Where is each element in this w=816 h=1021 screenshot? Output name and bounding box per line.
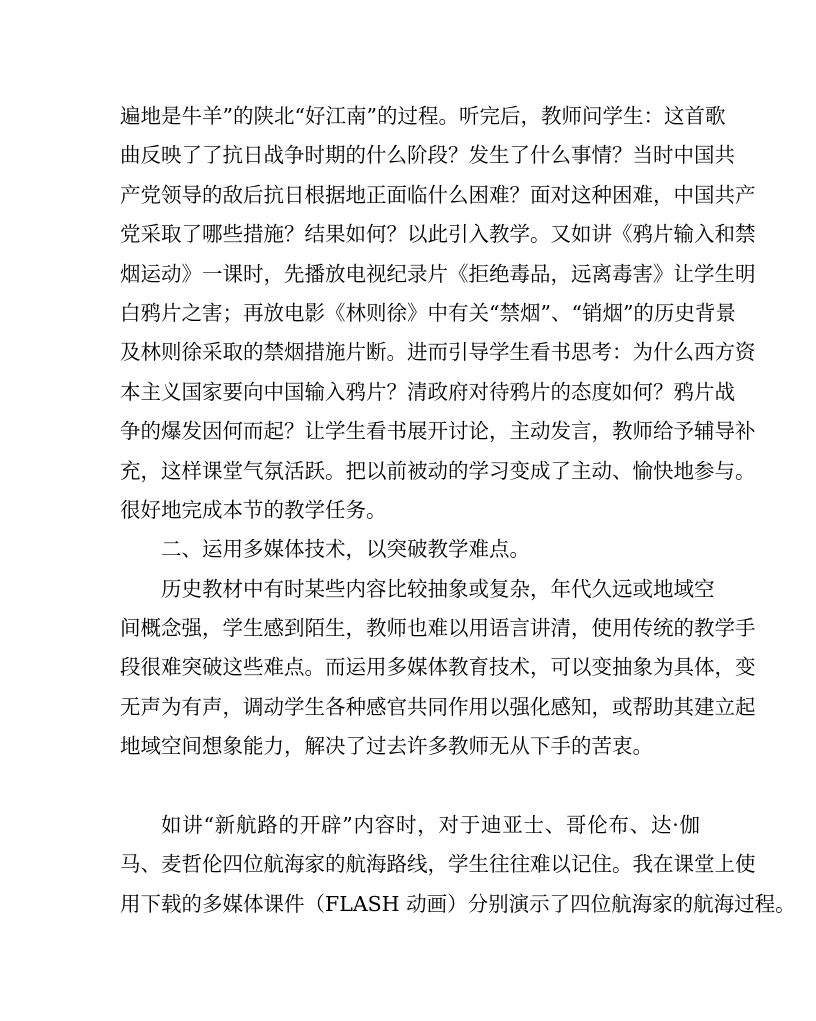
text-line: 党采取了哪些措施？结果如何？以此引入教学。又如讲《鸦片输入和禁 <box>120 222 756 247</box>
text-line: 二、运用多媒体技术，以突破教学难点。 <box>161 537 530 562</box>
text-line: 如讲“新航路的开辟”内容时，对于迪亚士、哥伦布、达·伽 <box>161 813 700 838</box>
text-line: 本主义国家要向中国输入鸦片？清政府对待鸦片的态度如何？鸦片战 <box>120 379 735 404</box>
text-line: 用下载的多媒体课件（FLASH 动画）分别演示了四位航海家的航海过程。 <box>120 891 796 916</box>
text-line: 历史教材中有时某些内容比较抽象或复杂，年代久远或地域空 <box>161 576 715 601</box>
text-line: 曲反映了了抗日战争时期的什么阶段？发生了什么事情？当时中国共 <box>120 143 735 168</box>
text-line: 充，这样课堂气氛活跃。把以前被动的学习变成了主动、愉快地参与。 <box>120 458 756 483</box>
text-line: 地域空间想象能力，解决了过去许多教师无从下手的苦衷。 <box>120 734 653 759</box>
text-line: 段很难突破这些难点。而运用多媒体教育技术，可以变抽象为具体，变 <box>120 655 756 680</box>
text-line: 无声为有声，调动学生各种感官共同作用以强化感知，或帮助其建立起 <box>120 694 756 719</box>
text-line: 遍地是牛羊”的陕北“好江南”的过程。听完后，教师问学生：这首歌 <box>120 104 726 128</box>
body-text <box>120 97 796 924</box>
text-line: 争的爆发因何而起？让学生看书展开讨论，主动发言，教师给予辅导补 <box>120 419 756 444</box>
text-line: 产党领导的敌后抗日根据地正面临什么困难？面对这种困难，中国共产 <box>120 182 756 207</box>
text-line: 很好地完成本节的教学任务。 <box>120 497 387 522</box>
text-line: 间概念强，学生感到陌生，教师也难以用语言讲清，使用传统的教学手 <box>120 616 756 641</box>
text-line <box>120 767 700 806</box>
text-line: 及林则徐采取的禁烟措施片断。进而引导学生看书思考：为什么西方资 <box>120 340 756 365</box>
text-line: 马、麦哲伦四位航海家的航海路线，学生往往难以记住。我在课堂上使 <box>120 852 756 877</box>
text-line: 白鸦片之害；再放电影《林则徐》中有关“禁烟”、“销烟”的历史背景 <box>120 300 736 325</box>
text-line: 烟运动》一课时，先播放电视纪录片《拒绝毒品，远离毒害》让学生明 <box>120 261 756 286</box>
